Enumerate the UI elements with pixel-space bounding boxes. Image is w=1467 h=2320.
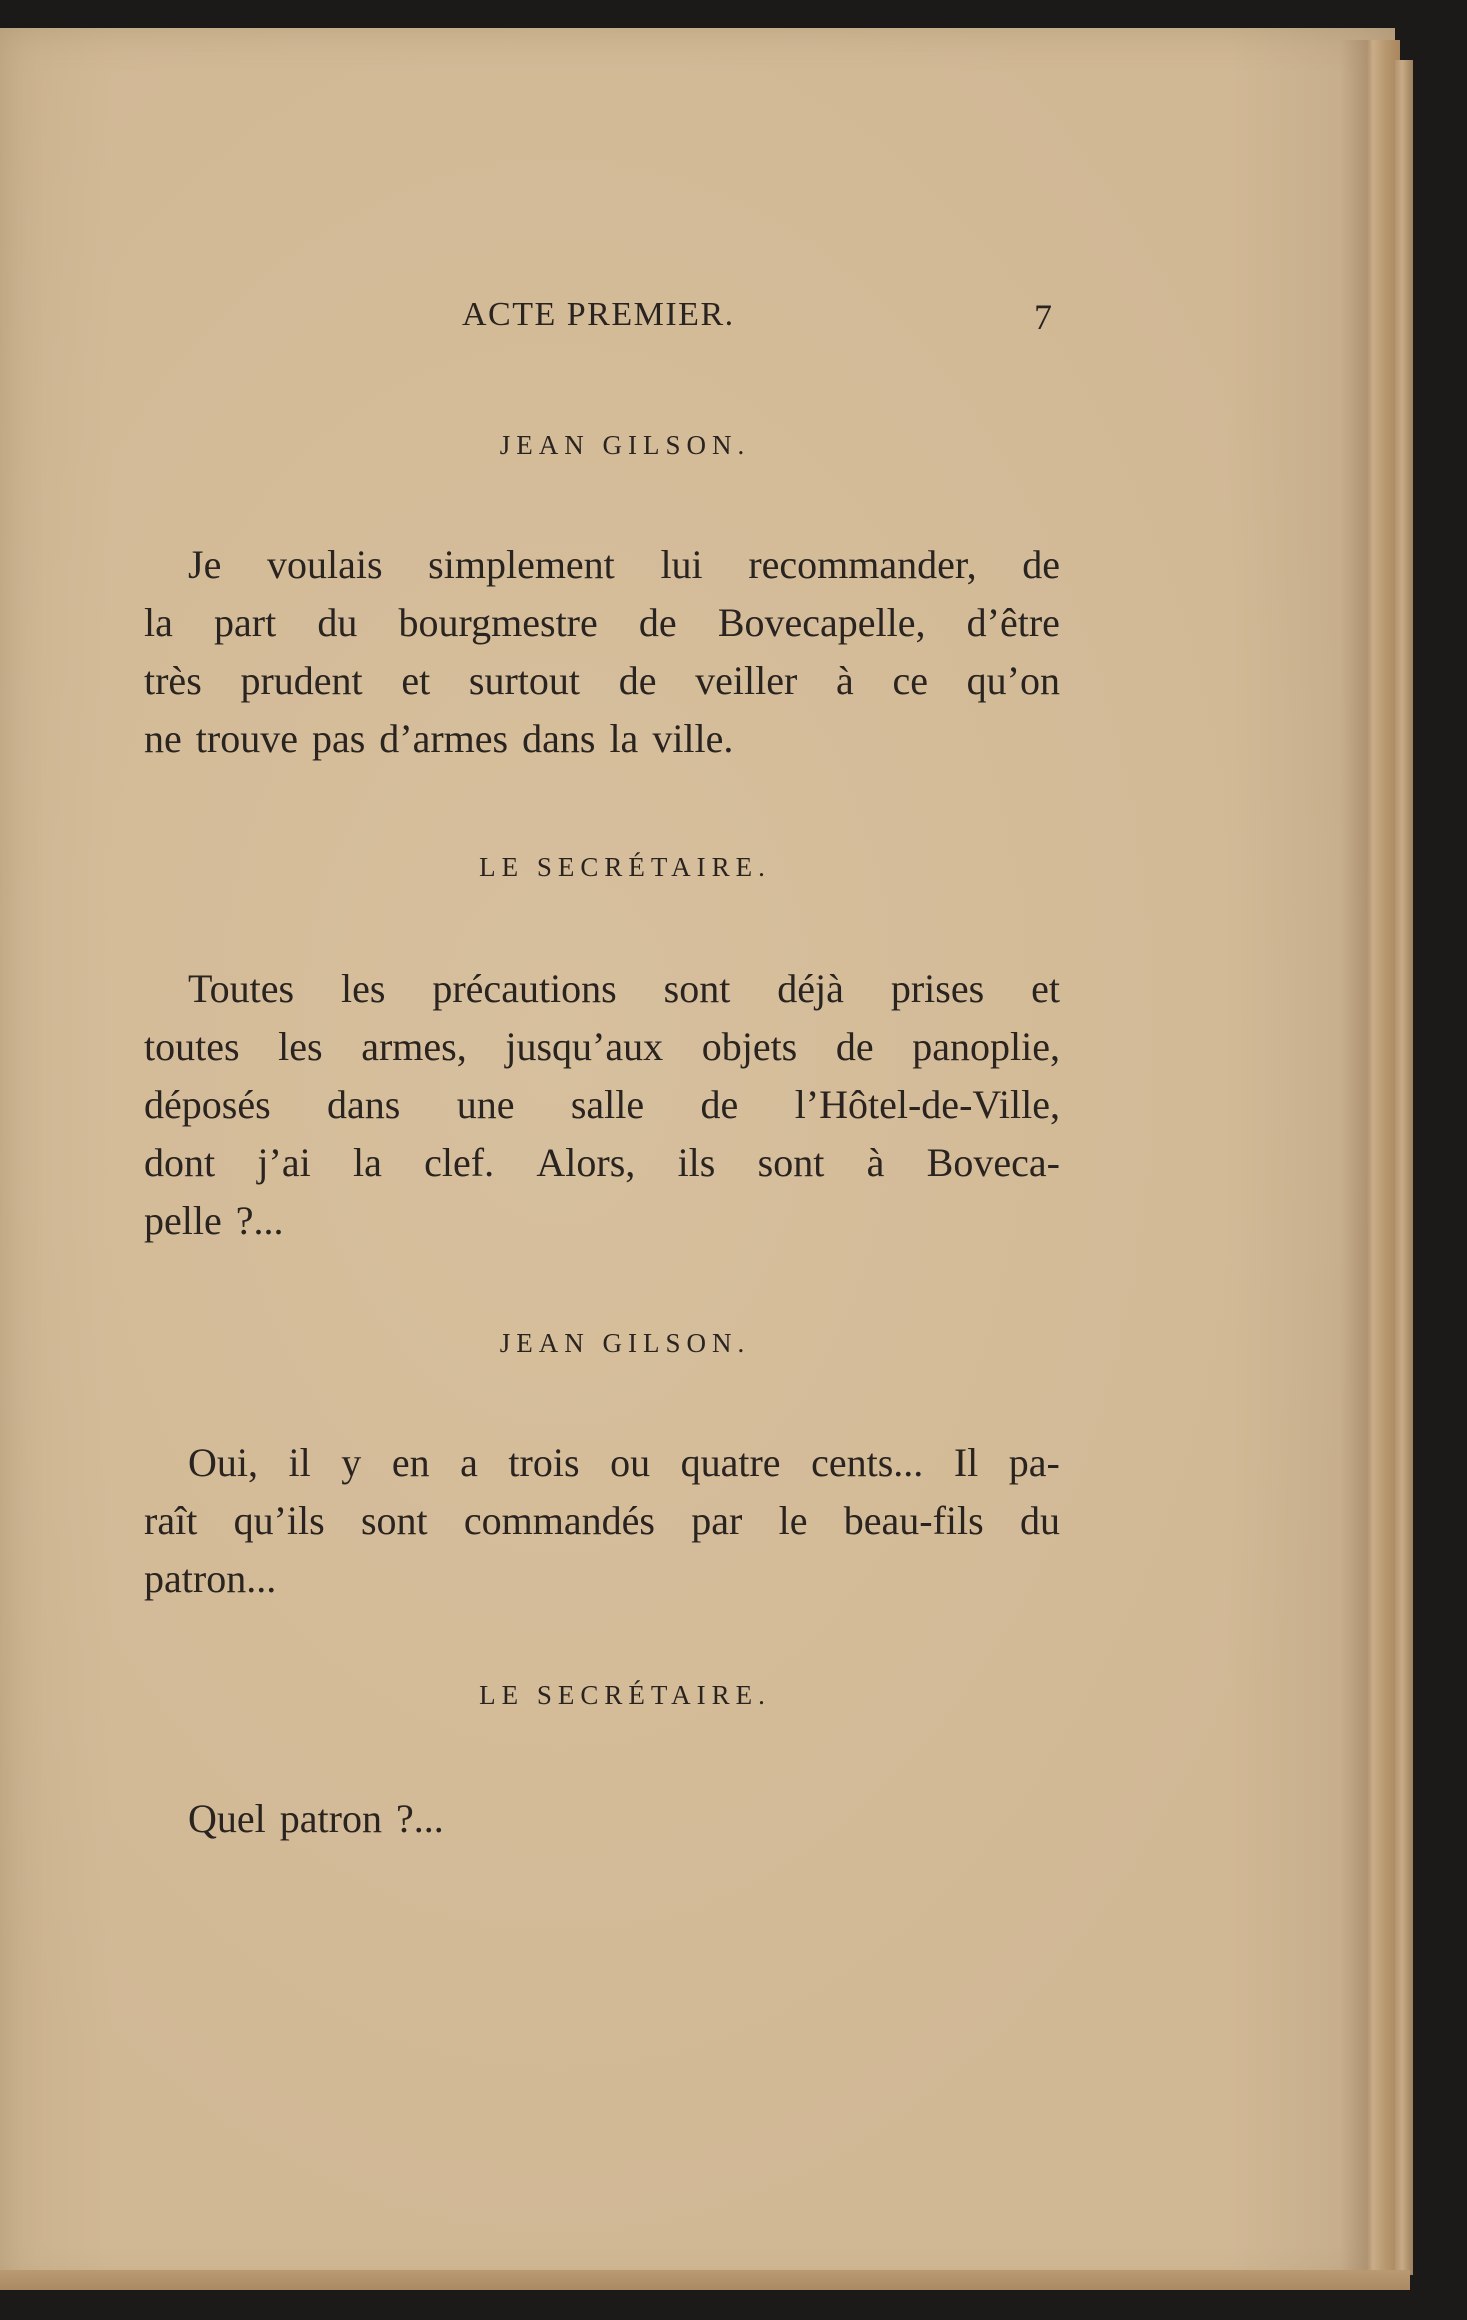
word: veiller — [695, 658, 798, 703]
word: simplement — [428, 542, 615, 587]
word: qu’on — [966, 658, 1060, 703]
word: ville. — [652, 716, 734, 761]
word: recommander, — [748, 542, 977, 587]
word: il — [288, 1440, 311, 1485]
dialogue-line — [144, 710, 1060, 768]
word: quatre — [680, 1440, 781, 1485]
speaker-name: LE SECRÉTAIRE. — [479, 852, 771, 882]
word: du — [1019, 1498, 1060, 1543]
word: panoplie, — [912, 1024, 1060, 1069]
dialogue-line — [144, 1790, 1060, 1848]
word: y — [341, 1440, 362, 1485]
dialogue-paragraph — [144, 960, 1060, 1250]
word: d’être — [966, 600, 1060, 645]
word: ne — [144, 716, 182, 761]
word: trouve — [195, 716, 298, 761]
word: bourgmestre — [398, 600, 598, 645]
word: patron... — [144, 1556, 277, 1601]
dialogue-paragraph — [144, 1790, 1060, 1848]
word: les — [278, 1024, 323, 1069]
word: l’Hôtel-de-Ville, — [794, 1082, 1060, 1127]
word: Je — [188, 542, 222, 587]
word: et — [401, 658, 431, 703]
word: clef. — [424, 1140, 495, 1185]
word: de — [835, 1024, 874, 1069]
word: a — [460, 1440, 478, 1485]
dialogue-paragraph — [144, 1434, 1060, 1608]
dialogue-line — [144, 594, 1060, 652]
dialogue-line — [144, 1076, 1060, 1134]
word: les — [341, 966, 386, 1011]
dialogue-paragraph — [144, 536, 1060, 768]
page-edge-shadow — [1340, 40, 1400, 2280]
dialogue-line — [144, 960, 1060, 1018]
word: surtout — [468, 658, 581, 703]
word: lui — [660, 542, 703, 587]
word: dont — [144, 1140, 216, 1185]
word: salle — [570, 1082, 645, 1127]
word: ou — [610, 1440, 651, 1485]
dialogue-line — [144, 1134, 1060, 1192]
word: cents... — [811, 1440, 924, 1485]
word: précautions — [432, 966, 617, 1011]
word: de — [638, 600, 677, 645]
word: pelle — [144, 1198, 222, 1243]
word: de — [618, 658, 657, 703]
page-bottom-edge — [0, 2270, 1410, 2290]
word: la — [609, 716, 639, 761]
word: jusqu’aux — [505, 1024, 664, 1069]
word: raît — [144, 1498, 198, 1543]
word: sont — [360, 1498, 428, 1543]
word: objets — [701, 1024, 798, 1069]
word: de — [1022, 542, 1060, 587]
word: pas — [311, 716, 366, 761]
word: une — [456, 1082, 515, 1127]
word: par — [691, 1498, 743, 1543]
word: armes, — [361, 1024, 467, 1069]
word: dans — [522, 716, 596, 761]
page-number: 7 — [1034, 297, 1052, 337]
word: sont — [757, 1140, 825, 1185]
dialogue-line — [144, 652, 1060, 710]
dialogue-line — [144, 1550, 1060, 1608]
word: et — [1031, 966, 1060, 1011]
dialogue-line — [144, 1434, 1060, 1492]
word: voulais — [266, 542, 383, 587]
word: la — [353, 1140, 382, 1185]
word: patron — [279, 1796, 382, 1841]
speaker-name: JEAN GILSON. — [499, 430, 751, 460]
word: le — [778, 1498, 808, 1543]
word: toutes — [144, 1024, 240, 1069]
word: d’armes — [379, 716, 509, 761]
word: en — [391, 1440, 430, 1485]
word: Bovecapelle, — [717, 600, 926, 645]
word: Il — [953, 1440, 979, 1485]
word: ils — [677, 1140, 716, 1185]
speaker-name: LE SECRÉTAIRE. — [479, 1680, 771, 1710]
word: à — [866, 1140, 885, 1185]
word: ce — [892, 658, 928, 703]
word: déjà — [777, 966, 844, 1011]
word: du — [317, 600, 358, 645]
dialogue-line — [144, 1492, 1060, 1550]
word: qu’ils — [233, 1498, 325, 1543]
word: Quel — [188, 1796, 266, 1841]
word: déposés — [144, 1082, 271, 1127]
word: à — [836, 658, 854, 703]
word: prudent — [240, 658, 363, 703]
word: ?... — [395, 1796, 444, 1841]
word: très — [144, 658, 202, 703]
word: j’ai — [257, 1140, 311, 1185]
word: pa- — [1008, 1440, 1060, 1485]
word: Oui, — [188, 1440, 258, 1485]
speaker-name: JEAN GILSON. — [499, 1328, 751, 1358]
word: de — [700, 1082, 739, 1127]
word: sont — [663, 966, 731, 1011]
word: part — [214, 600, 277, 645]
word: beau-fils — [843, 1498, 984, 1543]
word: Alors, — [536, 1140, 636, 1185]
dialogue-line — [144, 1192, 1060, 1250]
running-title: ACTE PREMIER. — [462, 296, 735, 333]
word: Toutes — [188, 966, 295, 1011]
word: trois — [508, 1440, 580, 1485]
page-stack-edge — [1395, 60, 1413, 2275]
word: Boveca- — [926, 1140, 1060, 1185]
word: dans — [327, 1082, 401, 1127]
dialogue-line — [144, 536, 1060, 594]
word: prises — [890, 966, 985, 1011]
word: commandés — [463, 1498, 655, 1543]
dialogue-line — [144, 1018, 1060, 1076]
word: la — [144, 600, 173, 645]
word: ?... — [235, 1198, 284, 1243]
